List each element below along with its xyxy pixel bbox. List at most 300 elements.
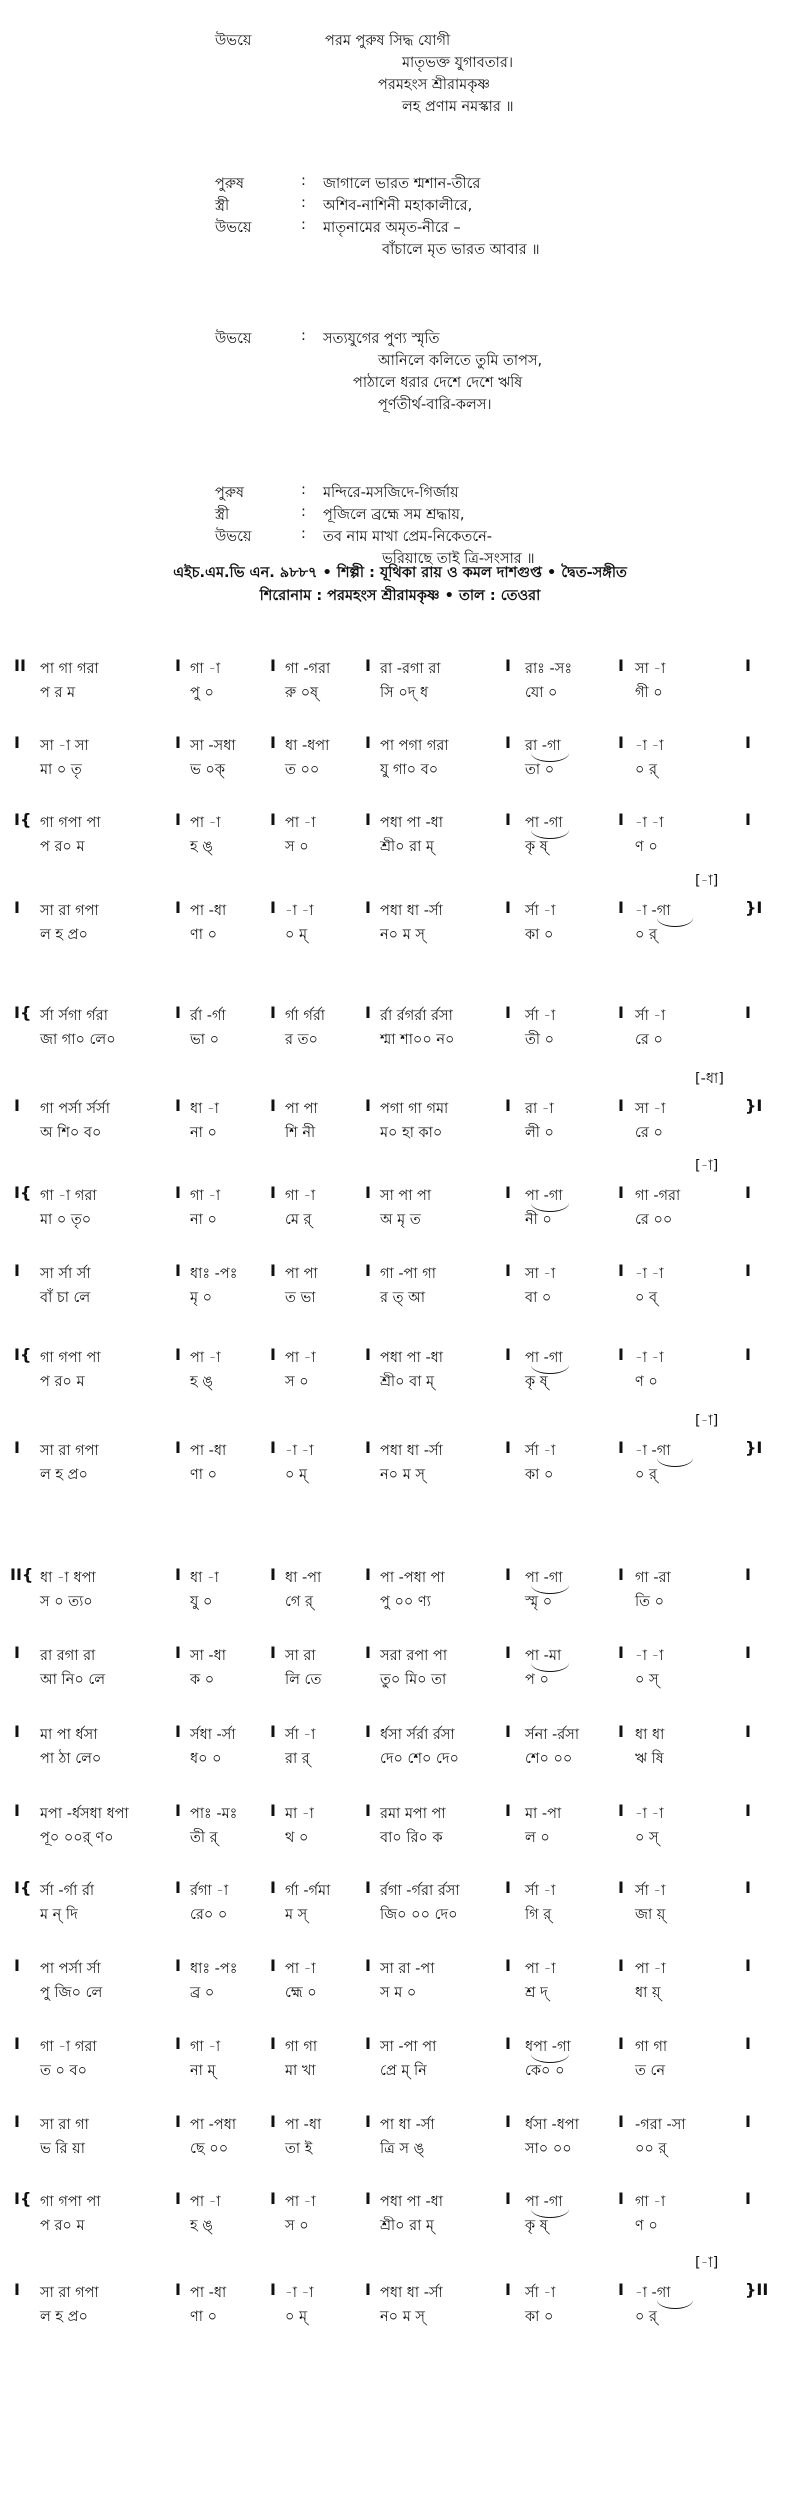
barline: I [270,1183,276,1202]
lyric-syllables: ত ভা [285,1290,316,1306]
swara-group: সা র্সা র্সা [40,1266,91,1282]
barline: I [505,898,511,917]
lyrics-text: পরমহংস শ্রীরামকৃষ্ণ [378,77,490,93]
lyric-syllables: যু গা০ ব০ [380,762,439,778]
swara-group: রমা মপা পা [380,1806,446,1822]
start-barline: I{ [14,1878,32,1897]
barline: I [270,656,276,675]
lyric-syllables: ম ন্ দি [40,1907,78,1923]
barline: I [175,1801,181,1820]
lyrics-text: আনিলে কলিতে তুমি তাপস, [378,353,543,369]
swara-group: পা -গা [525,2194,563,2210]
alternate-note-label: [-া] [695,1158,719,1174]
barline: I [175,733,181,752]
lyric-syllables: জা য়্ [635,1907,666,1923]
speaker-label: উভয়ে [215,331,252,347]
swara-group: পধা ধা -র্সা [380,903,443,919]
barline: I [270,1438,276,1457]
barline: I [505,2189,511,2208]
swara-group: গা -গরা [285,661,331,677]
lyric-syllables: বা০ রি০ ক [380,1830,443,1846]
end-barline: I [745,656,751,675]
barline: I [270,1345,276,1364]
swara-group: ধা ধা [635,1727,665,1743]
start-barline: I [14,2280,20,2299]
swara-group: র্সা -া [525,1008,556,1024]
lyric-syllables: যু ০ [190,1594,213,1610]
barline: I [175,1722,181,1741]
lyrics-text: মাতৃভক্ত যুগাবতার। [402,55,514,71]
lyric-syllables: মা খা [285,2063,316,2079]
swara-group: সা -ধা [190,1648,226,1664]
lyric-syllables: হ্মে ০ [285,1985,317,2001]
barline: I [505,1261,511,1280]
lyric-syllables: শ্মা শা০০ ন০ [380,1032,455,1048]
lyric-syllables: ন০ ম স্ [380,927,425,943]
swara-group: সা রা [285,1648,316,1664]
lyrics-text: লহ প্রণাম নমস্কার ॥ [402,99,514,115]
swara-group: পা পর্সা র্সা [40,1961,101,1977]
lyric-syllables: থ ০ [285,1830,309,1846]
swara-group: গা -া [635,2194,666,2210]
lyric-syllables: রে ০ [635,1125,663,1141]
barline: I [365,1878,371,1897]
lyric-syllables: ধ০ ০ [190,1751,222,1767]
barline: I [365,1801,371,1820]
swara-group: মপা -র্ধসধা ধপা [40,1806,129,1822]
swara-group: পা গা গরা [40,661,99,677]
barline: I [175,1878,181,1897]
lyric-syllables: ব্র ০ [190,1985,215,2001]
swara-group: র্সা -র্গা র্রা [40,1883,95,1899]
barline: I [270,1722,276,1741]
lyric-syllables: শ্রী০ বা ম্ [380,1374,435,1390]
barline: I [618,2280,624,2299]
swara-group: র্সা -া [525,1443,556,1459]
barline: I [618,2034,624,2053]
end-barline: I [745,1345,751,1364]
lyric-syllables: হ ঙ্ [190,2218,213,2234]
lyric-syllables: ০ র্ [635,2309,658,2325]
lyric-syllables: গে র্ [285,1594,313,1610]
barline: I [618,2189,624,2208]
lyrics-text: বাঁচালে মৃত ভারত আবার ॥ [382,242,540,258]
barline: I [365,810,371,829]
swara-group: ধাঃ -পঃ [190,1266,238,1282]
swara-group: সা -া [635,661,666,677]
speaker-label: স্ত্রী [215,507,230,523]
barline: I [175,656,181,675]
barline: I [618,733,624,752]
end-barline: I [745,1183,751,1202]
speaker-label: স্ত্রী [215,198,230,214]
swara-group: গা গা [285,2039,318,2055]
speaker-label: পুরুষ [215,485,244,501]
barline: I [505,1801,511,1820]
start-barline: II [14,656,26,675]
swara-group: পগা গা গমা [380,1101,449,1117]
slur-mark [657,2300,693,2309]
speaker-colon: : [301,526,306,542]
barline: I [175,1183,181,1202]
swara-group: সা -া [635,1101,666,1117]
barline: I [505,1345,511,1364]
lyrics-text: মন্দিরে-মসজিদে-গির্জায় [323,485,459,501]
lyric-syllables: ল হ প্র০ [40,2309,88,2325]
lyric-syllables: শ্রী০ রা ম্ [380,2218,434,2234]
speaker-label: পুরুষ [215,176,244,192]
alternate-note-label: [-ধা] [695,1071,724,1087]
lyrics-text: অশিব-নাশিনী মহাকালীরে, [323,198,473,214]
start-barline: I [14,733,20,752]
lyric-syllables: স ০ [285,839,309,855]
swara-group: পাঃ -মঃ [190,1806,238,1822]
barline: I [175,1096,181,1115]
lyric-syllables: ণা ০ [190,1467,218,1483]
end-barline: I [745,1956,751,1975]
swara-group: র্গা র্গর্রা [285,1008,326,1024]
barline: I [175,2034,181,2053]
swara-group: গা গপা পা [40,2194,101,2210]
lyrics-text: তব নাম মাখা প্রেম-নিকেতনে- [323,529,493,545]
lyric-syllables: ০ র্ [635,762,658,778]
lyric-syllables: প ০ [525,1672,549,1688]
barline: I [270,1096,276,1115]
barline: I [505,1096,511,1115]
title-tala-line: শিরোনাম : পরমহংস শ্রীরামকৃষ্ণ • তাল : তেওরা [259,588,541,604]
barline: I [618,1003,624,1022]
barline: I [270,1801,276,1820]
end-barline: I [745,1261,751,1280]
barline: I [618,1438,624,1457]
lyric-syllables: তা ই [285,2141,313,2157]
barline: I [175,1261,181,1280]
barline: I [618,1643,624,1662]
swara-group: ধপা -গা [525,2039,571,2055]
barline: I [505,2112,511,2131]
start-barline: I{ [14,2189,32,2208]
barline: I [618,656,624,675]
start-barline: I [14,2112,20,2131]
barline: I [505,1956,511,1975]
alternate-note-label: [-া] [695,1413,719,1429]
swara-group: -া -া [635,1806,664,1822]
lyrics-text: পরম পুরুষ সিদ্ধ যোগী [325,33,451,49]
lyric-syllables: মে র্ [285,1212,312,1228]
swara-group: পা পা [285,1266,318,1282]
lyric-syllables: ০ ম্ [285,1467,308,1483]
lyric-syllables: তি ০ [635,1594,665,1610]
swara-group: সা -া [525,1266,556,1282]
swara-group: সা পা পা [380,1188,432,1204]
swara-group: ধা -া [190,1570,219,1586]
swara-group: রা -গা [525,738,561,754]
barline: I [365,1722,371,1741]
lyric-syllables: না ০ [190,1212,217,1228]
swara-group: র্গা -র্গমা [285,1883,331,1899]
barline: I [270,1956,276,1975]
lyric-syllables: ০ র্ [635,1467,658,1483]
swara-group: র্সনা -র্রসা [525,1727,580,1743]
swara-group: ধাঃ -পঃ [190,1961,238,1977]
lyric-syllables: ত নে [635,2063,666,2079]
lyric-syllables: শ্র দ্ [525,1985,548,2001]
barline: I [270,2189,276,2208]
barline: I [618,1096,624,1115]
lyric-syllables: পু ০০ ণ্য [380,1594,431,1610]
barline: I [505,1878,511,1897]
barline: I [270,1878,276,1897]
barline: I [365,1956,371,1975]
lyric-syllables: কৃ ষ্ [525,2218,548,2234]
lyric-syllables: মৃ ০ [190,1290,213,1306]
barline: I [270,2112,276,2131]
lyric-syllables: কে০ ০ [525,2063,565,2079]
swara-group: গা পর্সা র্সর্সা [40,1101,110,1117]
barline: I [175,2189,181,2208]
lyric-syllables: পু জি০ লে [40,1985,103,2001]
barline: I [618,2112,624,2131]
lyric-syllables: ০ র্ [635,927,658,943]
lyric-syllables: বাঁ চা লে [40,1290,91,1306]
barline: I [618,898,624,917]
lyric-syllables: শে০ ০০ [525,1751,573,1767]
lyric-syllables: ক ০ [190,1672,215,1688]
start-barline: I [14,898,20,917]
lyric-syllables: সি ০দ্ ধ [380,685,429,701]
lyric-syllables: রে ০ [635,1032,663,1048]
speaker-colon: : [301,217,306,233]
swara-group: -া -া [285,903,314,919]
lyric-syllables: প র০ ম [40,1374,85,1390]
lyric-syllables: ণা ০ [190,2309,218,2325]
swara-group: সা রা গা [40,2117,89,2133]
lyric-syllables: রে০ ০ [190,1907,228,1923]
barline: I [175,810,181,829]
swara-group: সা -সধা [190,738,236,754]
barline: I [618,1801,624,1820]
lyrics-text: পূর্ণতীর্থ-বারি-কলস। [378,397,492,413]
swara-group: পা -পধা [190,2117,237,2133]
lyric-syllables: রু ০ষ্ [285,685,319,701]
swara-group: পা -া [190,2194,221,2210]
swara-group: পধা ধা -র্সা [380,1443,443,1459]
swara-group: পা -গা [525,1350,563,1366]
swara-group: র্সধা -র্সা [190,1727,236,1743]
swara-group: -গরা -সা [635,2117,686,2133]
swara-group: পা -া [190,1350,221,1366]
end-barline: I [745,1801,751,1820]
lyric-syllables: ণ ০ [635,1374,658,1390]
slur-mark [657,918,693,927]
swara-group: র্সা -া [525,903,556,919]
lyric-syllables: স্মৃ ০ [525,1594,553,1610]
lyric-syllables: স ০ ত্য০ [40,1594,93,1610]
lyric-syllables: পু ০ [190,685,214,701]
barline: I [505,1183,511,1202]
swara-group: মা -া [285,1806,314,1822]
lyrics-text: ভরিয়াছে তাই ত্রি-সংসার ॥ [382,551,535,567]
start-barline: I [14,1643,20,1662]
barline: I [175,1565,181,1584]
barline: I [175,2280,181,2299]
lyrics-text: পূজিলে ব্রহ্মে সম শ্রদ্ধায়, [323,507,465,523]
barline: I [618,1345,624,1364]
swara-group: গা -া [285,1188,316,1204]
barline: I [505,1722,511,1741]
swara-group: গা গপা পা [40,1350,101,1366]
swara-group: মা -পা [525,1806,562,1822]
swara-group: পা -পধা পা [380,1570,445,1586]
barline: I [270,1565,276,1584]
start-barline: I [14,1438,20,1457]
lyric-syllables: প র ম [40,685,76,701]
end-barline: I [745,1003,751,1022]
speaker-colon: : [301,195,306,211]
barline: I [505,1565,511,1584]
lyric-syllables: স ০ [285,2218,309,2234]
barline: I [365,1003,371,1022]
lyric-syllables: র ত্ আ [380,1290,425,1306]
lyric-syllables: প্রে ম্ নি [380,2063,427,2079]
start-barline: I{ [14,1183,32,1202]
lyric-syllables: অ শি০ ব০ [40,1125,102,1141]
swara-group: পধা পা -ধা [380,1350,444,1366]
lyric-syllables: ভ রি য়া [40,2141,85,2157]
barline: I [365,1643,371,1662]
swara-group: মা পা র্ধসা [40,1727,98,1743]
lyrics-text: মাতৃনামের অমৃত-নীরে – [323,220,461,236]
speaker-label: উভয়ে [215,220,252,236]
lyric-syllables: তী র্ [190,1830,218,1846]
lyric-syllables: প র০ ম [40,2218,85,2234]
lyric-syllables: ত ০ ব০ [40,2063,88,2079]
lyric-syllables: অ মৃ ত [380,1212,421,1228]
swara-group: ধা -পা [285,1570,322,1586]
swara-group: র্ধসা -ধপা [525,2117,579,2133]
end-barline: }I [745,1438,763,1457]
lyric-syllables: ঋ ষি [635,1751,664,1767]
swara-group: রা -া [525,1101,554,1117]
swara-group: র্সা -া [525,1883,556,1899]
lyric-syllables: প র০ ম [40,839,85,855]
swara-group: পধা পা -ধা [380,815,444,831]
barline: I [175,1956,181,1975]
barline: I [270,733,276,752]
swara-group: -া -া [635,738,664,754]
end-barline: I [745,733,751,752]
lyric-syllables: ল হ প্র০ [40,1467,88,1483]
lyric-syllables: ০ ব্ [635,1290,658,1306]
swara-group: -া -গা [635,1443,671,1459]
lyric-syllables: রে ০০ [635,1212,673,1228]
swara-group: গা -পা গা [380,1266,436,1282]
lyric-syllables: ত্রি স ঙ্ [380,2141,425,2157]
lyrics-text: জাগালে ভারত শ্মশান-তীরে [323,176,481,192]
lyric-syllables: মা ০ তৃ০ [40,1212,92,1228]
start-barline: I [14,1096,20,1115]
lyric-syllables: ম স্ [285,1907,308,1923]
lyric-syllables: রা র্ [285,1751,310,1767]
swara-group: পধা ধা -র্সা [380,2285,443,2301]
swara-group: পা -ধা [190,903,227,919]
swara-group: র্সা -া [635,1008,666,1024]
barline: I [270,1261,276,1280]
barline: I [505,1003,511,1022]
swara-group: পা -া [525,1961,556,1977]
record-info-line: এইচ.এম.ভি এন. ৯৮৮৭ • শিল্পী : যূথিকা রায় ও কমল দাশগুপ্ত • দ্বৈত-সঙ্গীত [173,565,627,581]
lyric-syllables: র ত০ [285,1032,318,1048]
lyric-syllables: মা ০ তৃ [40,762,82,778]
barline: I [270,2280,276,2299]
speaker-label: উভয়ে [215,33,252,49]
swara-group: পা -া [285,1350,316,1366]
swara-group: পধা পা -ধা [380,2194,444,2210]
lyric-syllables: কৃ ষ্ [525,1374,548,1390]
barline: I [505,656,511,675]
swara-group: র্রগা -া [190,1883,229,1899]
swara-group: পা -া [285,815,316,831]
swara-group: -া -া [635,1648,664,1664]
barline: I [365,2112,371,2131]
end-barline: I [745,1643,751,1662]
barline: I [365,1096,371,1115]
swara-group: সা রা গপা [40,1443,99,1459]
barline: I [365,1438,371,1457]
lyric-syllables: কা ০ [525,1467,554,1483]
barline: I [505,2034,511,2053]
lyric-syllables: ল ০ [525,1830,550,1846]
swara-group: গা -া গরা [40,2039,97,2055]
barline: I [365,2280,371,2299]
lyric-syllables: নী ০ [525,1212,552,1228]
lyric-syllables: কৃ ষ্ [525,839,548,855]
lyric-syllables: ০ স্ [635,1672,659,1688]
swara-group: রা -রগা রা [380,661,441,677]
lyric-syllables: স ০ [285,1374,309,1390]
lyric-syllables: লি তে [285,1672,322,1688]
swara-group: পা -া [635,1961,666,1977]
alternate-note-label: [-া] [695,2255,719,2271]
swara-group: পা পা [285,1101,318,1117]
swara-group: সা রা গপা [40,903,99,919]
barline: I [505,810,511,829]
swara-group: রা রগা রা [40,1648,96,1664]
lyric-syllables: পূ০ ০০র্ ণ০ [40,1830,114,1846]
swara-group: ধা -া [190,1101,219,1117]
swara-group: সা রা -পা [380,1961,435,1977]
swara-group: গা -গরা [635,1188,681,1204]
lyric-syllables: ধা য়্ [635,1985,661,2001]
alternate-note-label: [-া] [695,873,719,889]
swara-group: গা গা [635,2039,668,2055]
barline: I [618,1261,624,1280]
lyric-syllables: পা ঠা লে০ [40,1751,102,1767]
barline: I [618,1956,624,1975]
swara-group: সরা রপা পা [380,1648,448,1664]
barline: I [175,1003,181,1022]
swara-group: র্সা র্সগা র্গরা [40,1008,108,1024]
end-barline: }I [745,1096,763,1115]
lyric-syllables: তী ০ [525,1032,555,1048]
swara-group: পা -গা [525,815,563,831]
speaker-colon: : [301,173,306,189]
swara-group: সা -পা পা [380,2039,437,2055]
swara-group: র্ধসা র্সর্রা র্রসা [380,1727,455,1743]
barline: I [365,2034,371,2053]
end-barline: I [745,810,751,829]
barline: I [618,1722,624,1741]
